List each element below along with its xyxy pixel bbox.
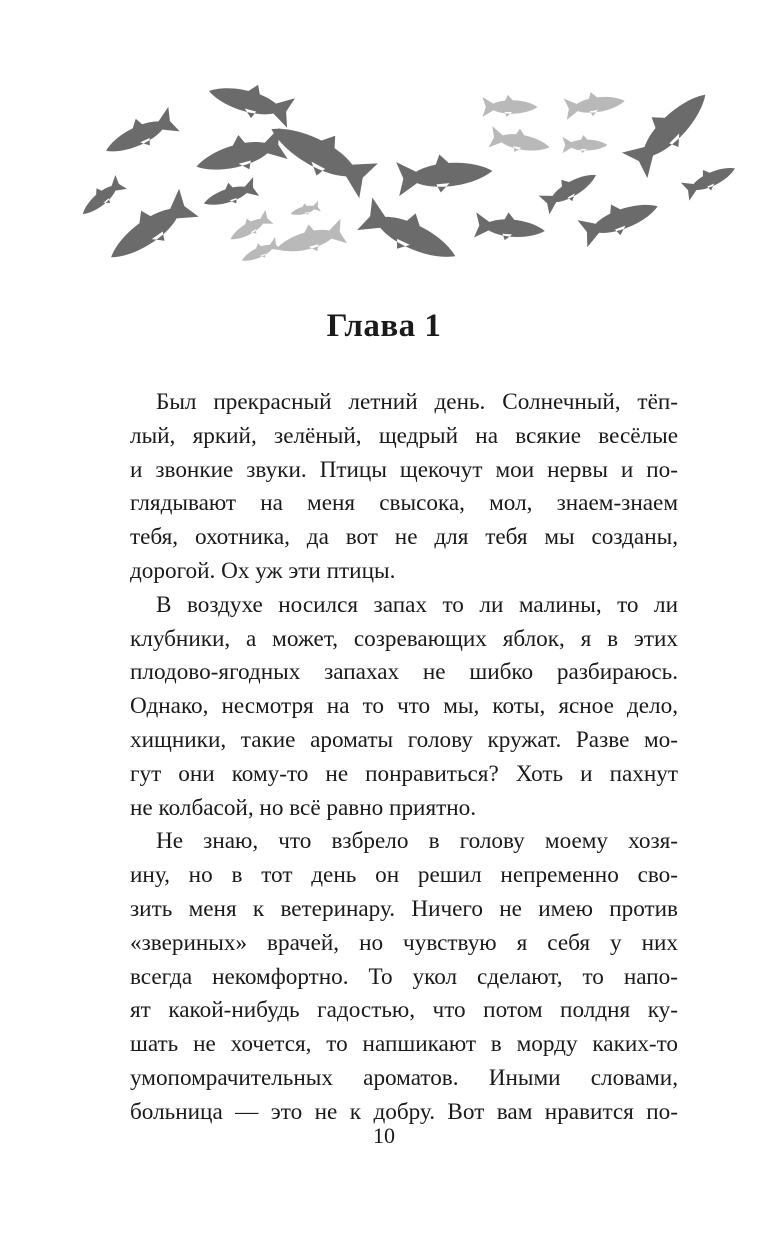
fish-dark-icon: [576, 190, 662, 247]
text-line: дорогой. Ох уж эти птицы.: [130, 557, 396, 584]
text-line: больница — это не к добру. Вот вам нравится по-: [130, 1098, 678, 1125]
text-line: «звериных» врачей, но чувствую я себя у них: [130, 929, 678, 956]
text-line: глядывают на меня свысока, мол, знаем-знаем: [130, 490, 678, 517]
fish-dark-icon: [191, 124, 287, 182]
text-line: плодово-ягодных запахах не шибко разбираюсь.: [130, 659, 678, 686]
text-line: зить меня к ветеринару. Ничего не имею против: [130, 895, 678, 922]
fish-dark-icon: [619, 80, 718, 178]
text-line: хищники, такие ароматы голову кружат. Разве мо-: [130, 726, 678, 753]
paragraph: [130, 386, 678, 589]
fish-dark-icon: [99, 186, 199, 272]
text-line: Однако, несмотря на то что мы, коты, ясное дело,: [130, 693, 678, 720]
text-line: ину, но в тот день он решил непременно сво-: [130, 862, 678, 889]
fish-light-icon: [483, 95, 538, 117]
paragraph: [130, 589, 678, 826]
text-line: гут они кому-то не понравиться? Хоть и пахнут: [130, 760, 678, 787]
fish-dark-icon: [76, 174, 127, 221]
text-line: ят какой-нибудь гадостью, что потом полдня ку-: [130, 997, 678, 1024]
text-line: не колбасой, но всё равно приятно.: [130, 794, 477, 821]
text-line: В воздухе носился запах то ли малины, то ли: [156, 591, 678, 618]
text-line: всегда некомфортно. То укол сделают, то напо-: [130, 963, 678, 990]
fish-dark-icon: [205, 80, 296, 128]
fish-light-icon: [563, 135, 608, 153]
text-line: шать не хочется, то напшикают в морду каких-то: [130, 1031, 678, 1058]
fish-school-icon: [60, 80, 740, 280]
text-line: Не знаю, что взбрело в голову моему хозя-: [156, 828, 678, 855]
fish-light-icon: [563, 88, 626, 120]
fish-dark-icon: [474, 210, 546, 244]
text-line: умопомрачительных ароматов. Иными словами,: [130, 1064, 678, 1091]
fish-light-icon: [238, 236, 281, 267]
paragraph: [130, 825, 678, 1129]
fish-dark-icon: [357, 194, 465, 273]
chapter-title: Глава 1: [326, 308, 442, 344]
fish-dark-icon: [680, 157, 739, 200]
text-line: клубники, а может, созревающих яблок, я в этих: [130, 625, 678, 652]
fish-dark-icon: [537, 164, 601, 215]
fish-light-icon: [226, 208, 274, 246]
text-line: и звонкие звуки. Птицы щекочут мои нервы и по-: [130, 456, 678, 483]
fish-dark-icon: [200, 175, 259, 213]
text-line: лый, яркий, зелёный, щедрый на всякие весёлые: [130, 422, 678, 449]
fish-light-icon: [489, 124, 552, 158]
text-line: тебя, охотника, да вот не для тебя мы созданы,: [130, 524, 678, 551]
page-number: 10: [373, 1123, 395, 1148]
chapter-body: [130, 386, 678, 1130]
fish-light-icon: [272, 216, 347, 261]
fish-dark-icon: [396, 150, 494, 196]
fish-light-icon: [289, 200, 321, 219]
text-line: Был прекрасный летний день. Солнечный, тёп-: [156, 389, 678, 415]
fish-dark-icon: [99, 104, 180, 163]
